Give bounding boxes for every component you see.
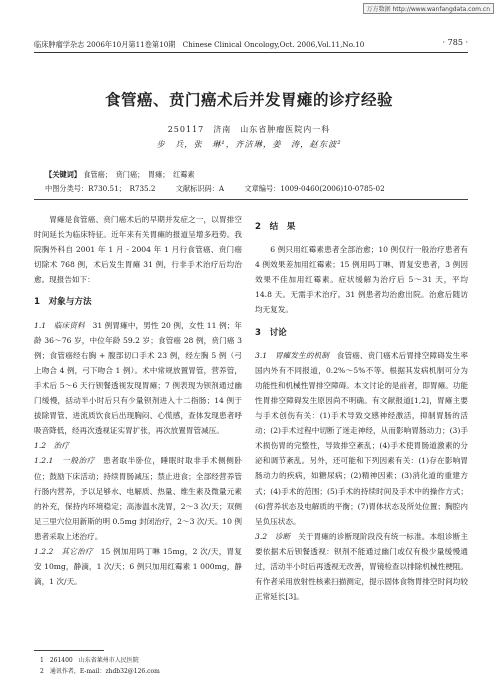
footnote-2: 2 通讯作者，E-mail：zhdb32@126.com xyxy=(40,668,160,675)
section-heading: 3 讨论 xyxy=(255,327,287,338)
body-paragraph xyxy=(255,529,468,604)
body-paragraph xyxy=(34,318,242,439)
paragraph-text: 患者取半卧位，睡眠时取非手术侧侧卧位；鼓励下床活动；持续胃肠减压；禁止进食；全部经营养管行肠内营养，予以足够水、电解质、热量、维生素及微量元素的补充，保持内环境稳定；高渗温水洗胃，2～3 次/天；双侧足三里穴位用新斯的明 0.5mg 封闭治疗，2～3 次/天。10 例患者采取上述治疗。 xyxy=(34,456,242,541)
paragraph-text: 关于胃瘫的诊断现阶段没有统一标准。本组诊断主要依据术后钡餐透视：钡剂不能通过幽门或仅有极少量缓慢通过，活动半小时后再透视无改善，胃镜检查以排除机械性梗阻。有作者采用放射性核素扫描测定，提示固体食物胃排空时间均较正常延长[3]。 xyxy=(255,531,468,602)
paragraph-text: 6 例只用红霉素患者全部治愈；10 例仅行一般治疗患者有 4 例效果差加用红霉素；15 例用吗丁啉、胃复安患者，3 例因效果不佳加用红霉素。症状缓解为治疗后 5～31 天，平均 14.8 天。无需手术治疗。31 例患者均治愈出院。治愈后随访均无复发。 xyxy=(255,245,468,315)
document-code: 文献标识码：A xyxy=(175,184,225,193)
article-title: 食管癌、贲门癌术后并发胃瘫的诊疗经验 xyxy=(104,91,393,109)
paragraph-text: 食管癌、贲门癌术后胃排空障碍发生率国内外有不同报道，0.2%～5%不等。根据其发病机制可分为功能性和机械性胃排空障碍。本文讨论的是前者，即胃瘫。功能性胃排空障碍发生原因尚不明确。有文献报道[1,2]，胃瘫主要与手术创伤有关：(1)手术导致交感神经激活，抑制胃肠的活动；(2)手术过程中切断了迷走神经，从而影响胃肠动力；(3)手术损伤胃的完整性，导致排空紊乱；(4)手术使胃肠道激素的分泌和调节紊乱。另外，还可能和下列因素有关：(1)存在影响胃肠动力的疾病，如糖尿病；(2)精神因素；(3)消化道的重建方式；(4)手术的范围；(5)手术的持续时间及手术中的操作方式；(6)营养状态及电解质的平衡；(7)胃体状态及所处位置；胸腔内呈负压状态。 xyxy=(255,350,469,526)
section-heading: 2 结 果 xyxy=(255,222,296,232)
paragraph-text: 15 例加用吗丁啉 15mg，2 次/天，胃复安 10mg，静滴，1 次/天；6 例只加用红霉素 1 000mg，静滴，1 次/天。 xyxy=(34,546,242,587)
body-paragraph xyxy=(34,438,242,453)
body-paragraph xyxy=(34,453,242,544)
paragraph-text: 胃瘫是食管癌、贲门癌术后的早期并发症之一，以胃排空时间延长为临床特征。近年来有关胃瘫的报道呈增多趋势。我院胸外科自 2001 年 1 月 - 2004 年 1 月行食管癌、贲门癌切除术 768 例，术后发生胃瘫 31 例，行非手术治疗后均治愈。现报告如下： xyxy=(34,215,242,285)
running-header xyxy=(34,40,468,53)
section-heading: 1 对象与方法 xyxy=(34,297,92,308)
subsection-heading: 1.2 治疗 xyxy=(34,441,69,451)
subsection-heading: 3.1 胃瘫发生的机制 xyxy=(255,350,337,360)
journal-info: 临床肿瘤学杂志 2006年10月第11卷第10期 Chinese Clinical Oncology,Oct. 2006,Vol.11,No.10 xyxy=(34,40,365,49)
keywords-line xyxy=(45,170,195,180)
footnote-1: 1 261400 山东省莱州市人民医院 xyxy=(40,657,139,664)
body-paragraph xyxy=(34,544,242,589)
page-number: · 785 · xyxy=(442,38,468,47)
subsection-heading: 3.2 诊断 xyxy=(255,531,299,541)
left-column xyxy=(34,212,242,589)
body-paragraph xyxy=(255,348,468,529)
paragraph-text: 31 例胃瘫中，男性 20 例，女性 11 例；年龄 36～76 岁，中位年龄 59.2 岁；食管癌 28 例，贲门癌 3 例；食管癌经右胸 + 腹部切口手术 23 例，经左胸 5 例（弓上吻合 4 例，弓下吻合 1 例）。术中常规放置胃管，营养管，手术后 5～6 天行钡餐透视发现胃瘫；7 例表现为钡剂通过幽门缓慢，括动半小时后只有少量钡剂进入十二指肠；14 例于拔除胃管、进流质饮食后出现胸闷、心慌感，查体发现患者呼吸音降低，经再次透视证实胃扩张，再次放置胃管减压。 xyxy=(34,320,243,436)
footnote-divider xyxy=(34,650,104,651)
subsection-heading: 1.1 临床资料 xyxy=(34,320,93,330)
class-number: 中图分类号：R730.51； R735.2 xyxy=(45,184,156,193)
body-paragraph xyxy=(255,242,468,317)
author-list: 步 兵，张 琳¹，齐洁琳，姜 涛，赵东波² xyxy=(156,139,342,149)
subsection-heading: 1.2.1 一般治疗 xyxy=(34,456,104,466)
subsection-heading: 1.2.2 其它治疗 xyxy=(34,546,101,556)
article-number: 文章编号：1009-0460(2006)10-0785-02 xyxy=(244,184,385,193)
classification-line xyxy=(45,184,403,194)
watermark-stamp: 万方数据 http://www.wanfangdata.com.cn xyxy=(363,3,494,14)
header-divider xyxy=(34,199,468,200)
keywords: 食管癌； 贲门癌； 胃瘫； 红霉素 xyxy=(83,170,195,179)
right-column xyxy=(255,212,468,604)
body-paragraph xyxy=(34,212,242,287)
keywords-label: 【关键词】 xyxy=(45,170,81,179)
affiliation: 250117 济南 山东省肿瘤医院内一科 xyxy=(167,125,331,134)
